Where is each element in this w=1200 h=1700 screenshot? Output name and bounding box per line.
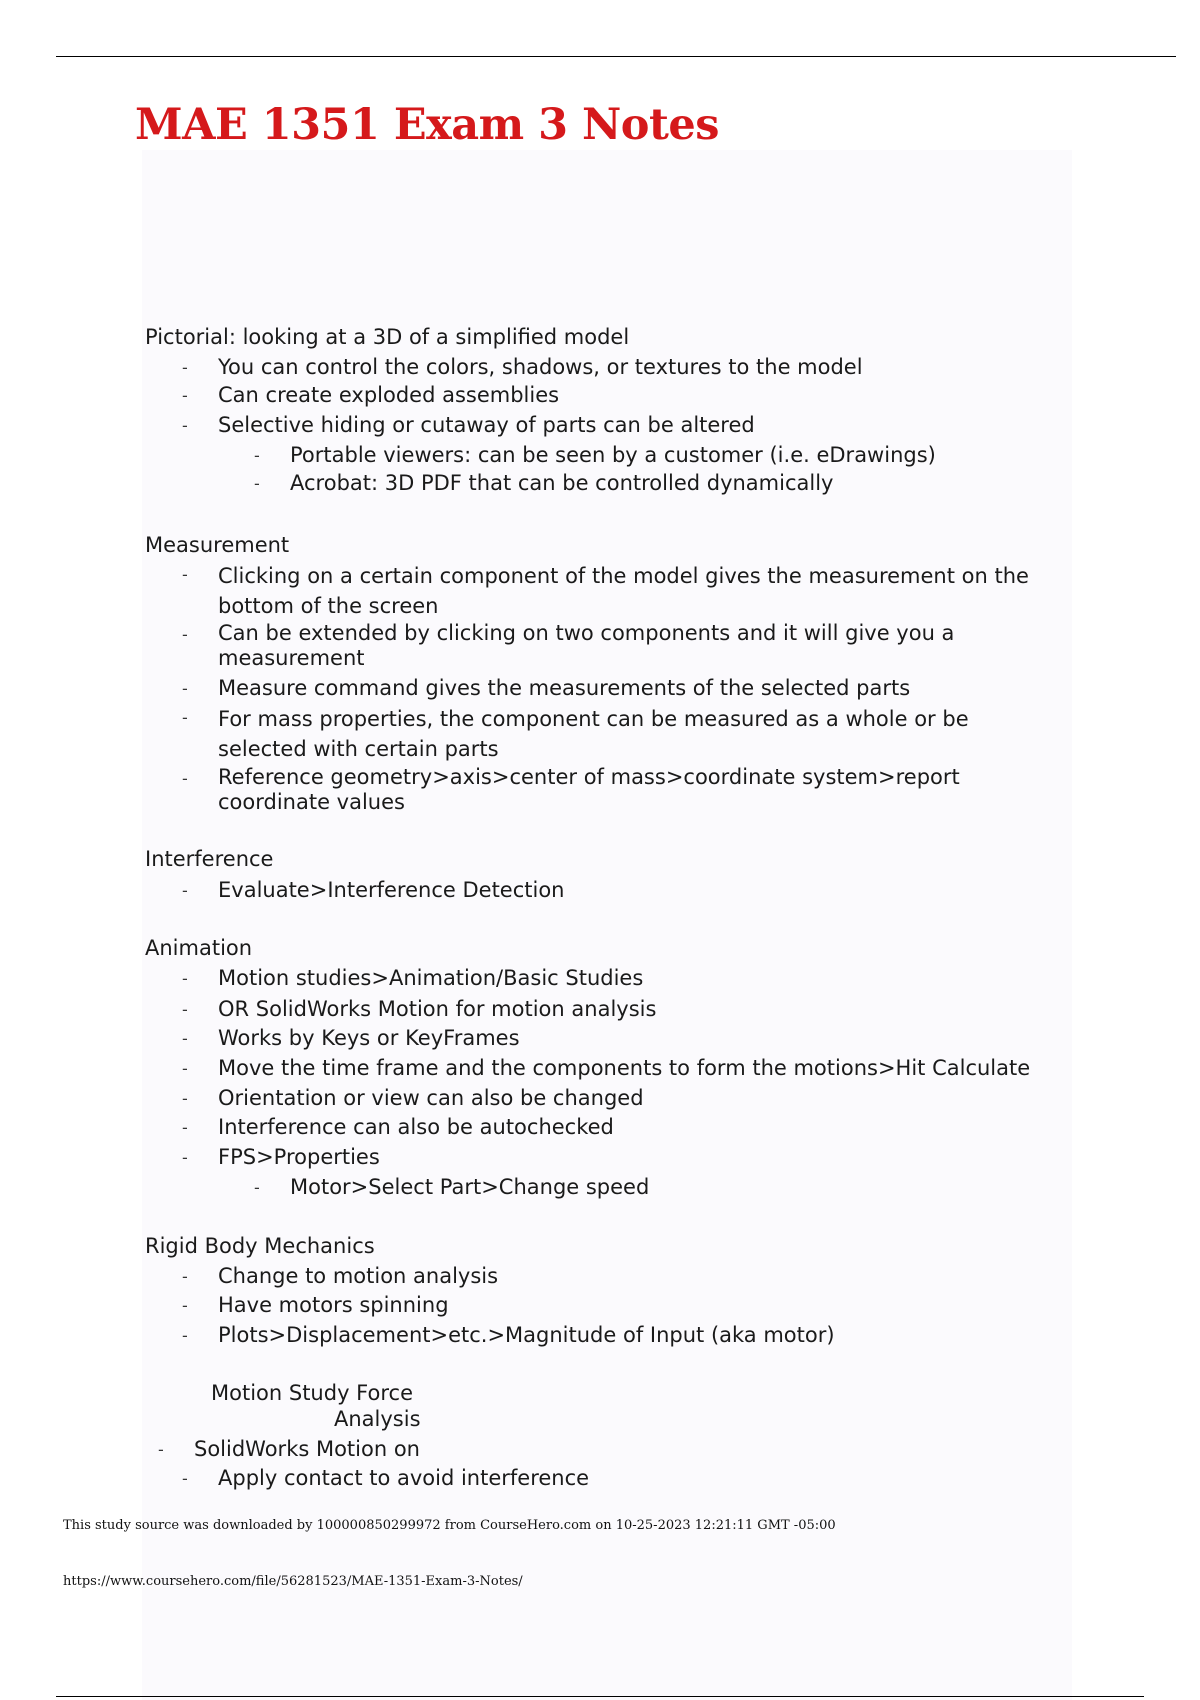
document-title: MAE 1351 Exam 3 Notes xyxy=(135,100,719,150)
bullet-dash: - xyxy=(182,679,188,698)
list-item: For mass properties, the component can be measured as a whole or be selected with certain parts xyxy=(218,707,969,761)
list-item: Motor>Select Part>Change speed xyxy=(290,1175,650,1199)
list-item: Works by Keys or KeyFrames xyxy=(218,1026,520,1050)
list-item: FPS>Properties xyxy=(218,1145,380,1169)
bullet-dash: - xyxy=(182,565,188,584)
list-item: Move the time frame and the components to form the motions>Hit Calculate xyxy=(218,1056,1031,1080)
bullet-dash: - xyxy=(182,1000,188,1019)
list-item: Have motors spinning xyxy=(218,1293,449,1317)
list-item: Evaluate>Interference Detection xyxy=(218,878,565,902)
bullet-dash: - xyxy=(254,446,260,465)
list-item: You can control the colors, shadows, or textures to the model xyxy=(218,355,863,379)
list-item: Change to motion analysis xyxy=(218,1264,499,1288)
bullet-dash: - xyxy=(254,474,260,493)
bullet-dash: - xyxy=(182,1326,188,1345)
bullet-dash: - xyxy=(182,969,188,988)
list-item: Portable viewers: can be seen by a customer (i.e. eDrawings) xyxy=(290,443,936,467)
bullet-dash: - xyxy=(182,1029,188,1048)
list-item: Apply contact to avoid interference xyxy=(218,1466,590,1490)
bullet-dash: - xyxy=(182,1469,188,1488)
bullet-dash: - xyxy=(254,1178,260,1197)
section-heading-animation: Animation xyxy=(145,936,253,960)
bullet-dash: - xyxy=(182,1118,188,1137)
section-heading-interference: Interference xyxy=(145,847,274,871)
bullet-dash: - xyxy=(182,1059,188,1078)
bullet-dash: - xyxy=(182,769,188,788)
section-heading-motion-study-force-analysis-cont: Analysis xyxy=(334,1407,421,1431)
bullet-dash: - xyxy=(182,416,188,435)
bullet-dash: - xyxy=(182,1089,188,1108)
bullet-dash: - xyxy=(182,358,188,377)
bullet-dash: - xyxy=(158,1440,164,1459)
bullet-dash: - xyxy=(182,881,188,900)
bullet-dash: - xyxy=(182,1296,188,1315)
section-heading-measurement: Measurement xyxy=(145,533,290,557)
list-item: Selective hiding or cutaway of parts can be altered xyxy=(218,413,755,437)
bullet-dash: - xyxy=(182,1148,188,1167)
list-item: Can create exploded assemblies xyxy=(218,383,560,407)
list-item: Clicking on a certain component of the model gives the measurement on the bottom of the screen xyxy=(218,564,1029,618)
section-heading-motion-study-force-analysis: Motion Study Force xyxy=(211,1381,413,1405)
bullet-dash: - xyxy=(182,625,188,644)
bullet-dash: - xyxy=(182,1267,188,1286)
list-item: Plots>Displacement>etc.>Magnitude of Input (aka motor) xyxy=(218,1323,835,1347)
list-item: Motion studies>Animation/Basic Studies xyxy=(218,966,644,990)
bottom-rule xyxy=(56,1696,1144,1697)
list-item: Orientation or view can also be changed xyxy=(218,1086,644,1110)
section-heading-rigid-body-mechanics: Rigid Body Mechanics xyxy=(145,1234,375,1258)
list-item: OR SolidWorks Motion for motion analysis xyxy=(218,997,657,1021)
list-item: SolidWorks Motion on xyxy=(194,1437,420,1461)
list-item: Reference geometry>axis>center of mass>coordinate system>report coordinate values xyxy=(218,765,960,814)
bullet-dash: - xyxy=(182,386,188,405)
download-notice: This study source was downloaded by 100000850299972 from CourseHero.com on 10-25-2023 12:21:11 GMT -05:00 xyxy=(63,1518,836,1533)
list-item: Measure command gives the measurements of the selected parts xyxy=(218,676,911,700)
list-item: Can be extended by clicking on two components and it will give you a measurement xyxy=(218,621,955,670)
section-heading-pictorial: Pictorial: looking at a 3D of a simplified model xyxy=(145,325,630,349)
list-item: Interference can also be autochecked xyxy=(218,1115,614,1139)
source-url[interactable]: https://www.coursehero.com/file/56281523/MAE-1351-Exam-3-Notes/ xyxy=(63,1574,523,1589)
bullet-dash: - xyxy=(182,708,188,727)
list-item: Acrobat: 3D PDF that can be controlled dynamically xyxy=(290,471,834,495)
